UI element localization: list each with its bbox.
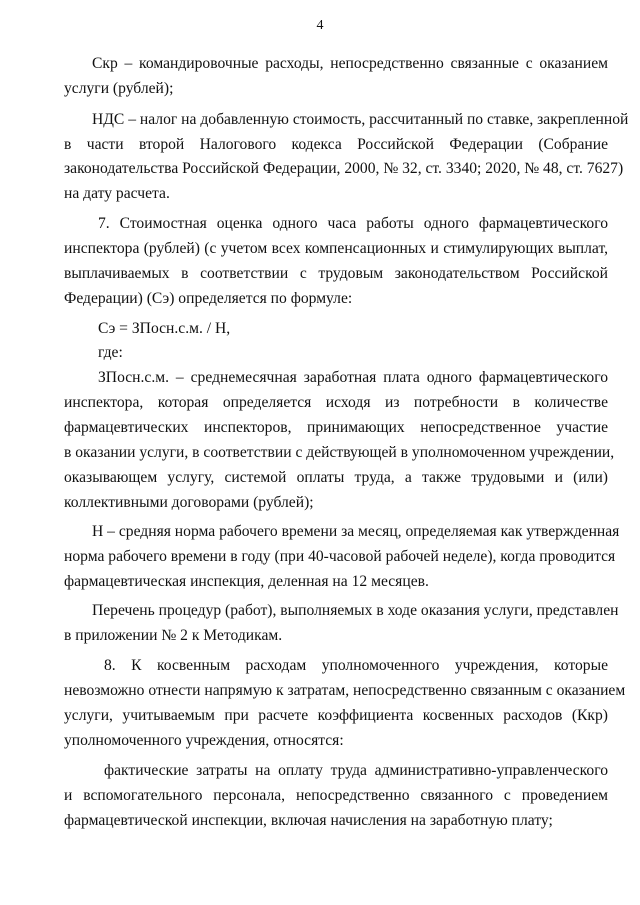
text-line: в части второй Налогового кодекса Российской Федерации (Собрание	[64, 136, 608, 153]
text-line: Федерации) (Сэ) определяется по формуле:	[64, 290, 353, 307]
text-line: в приложении № 2 к Методикам.	[64, 627, 283, 644]
text-line: Скр – командировочные расходы, непосредственно связанные с оказанием	[92, 55, 608, 72]
text-line: где:	[98, 344, 123, 361]
text-line: уполномоченного учреждения, относятся:	[64, 732, 344, 749]
text-line: Перечень процедур (работ), выполняемых в ходе оказания услуги, представлен	[92, 602, 619, 619]
text-line: и вспомогательного персонала, непосредственно связанного с проведением	[64, 787, 608, 804]
page-number: 4	[316, 18, 324, 33]
text-line: услуги (рублей);	[64, 80, 174, 97]
text-line: на дату расчета.	[64, 185, 170, 202]
text-line: фармацевтической инспекции, включая начисления на заработную плату;	[64, 812, 553, 829]
text-line: законодательства Российской Федерации, 2000, № 32, ст. 3340; 2020, № 48, ст. 7627)	[64, 160, 624, 177]
text-line: 7. Стоимостная оценка одного часа работы одного фармацевтического	[98, 215, 608, 232]
text-line: выплачиваемых в соответствии с трудовым законодательством Российской	[64, 265, 608, 282]
text-line: услуги, учитываемым при расчете коэффициента косвенных расходов (Ккр)	[64, 707, 608, 724]
text-line: НДС – налог на добавленную стоимость, рассчитанный по ставке, закрепленной	[92, 111, 629, 128]
text-line: коллективными договорами (рублей);	[64, 494, 314, 511]
text-line: невозможно отнести напрямую к затратам, непосредственно связанным с оказанием	[64, 682, 626, 699]
text-line: в оказании услуги, в соответствии с действующей в уполномоченном учреждении,	[64, 444, 615, 461]
text-line: Н – средняя норма рабочего времени за месяц, определяемая как утвержденная	[92, 523, 620, 540]
text-line: фактические затраты на оплату труда административно-управленческого	[104, 762, 608, 779]
text-line: оказывающем услугу, системой оплаты труда, а также трудовыми и (или)	[64, 469, 608, 486]
formula: Сэ = ЗПосн.с.м. / Н,	[98, 320, 231, 337]
text-line: фармацевтических инспекторов, принимающих непосредственное участие	[64, 419, 608, 436]
text-line: фармацевтическая инспекция, деленная на 12 месяцев.	[64, 573, 429, 590]
text-line: ЗПосн.с.м. – среднемесячная заработная плата одного фармацевтического	[98, 369, 608, 386]
text-line: инспектора (рублей) (с учетом всех компенсационных и стимулирующих выплат,	[64, 240, 608, 257]
text-line: инспектора, которая определяется исходя из потребности в количестве	[64, 394, 608, 411]
text-line: 8. К косвенным расходам уполномоченного учреждения, которые	[104, 657, 608, 674]
text-line: норма рабочего времени в году (при 40-часовой рабочей неделе), когда проводится	[64, 548, 616, 565]
